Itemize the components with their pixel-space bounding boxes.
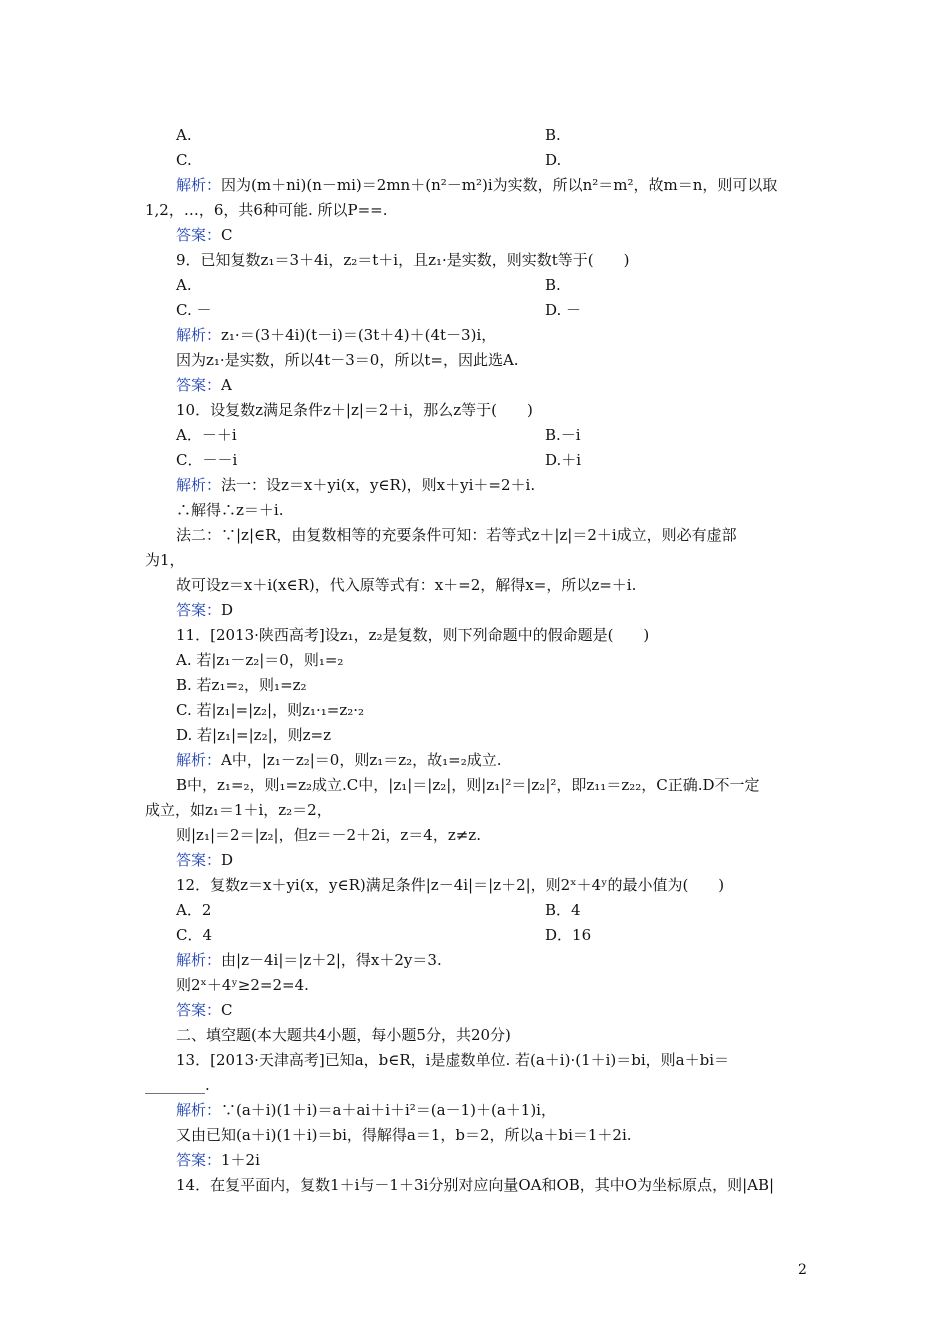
line-text: 9．已知复数z₁＝3＋4i，z₂＝t＋i，且z₁·是实数，则实数t等于( ) <box>176 251 630 269</box>
line-text: z₁·＝(3＋4i)(t－i)＝(3t＋4)＋(4t－3)i， <box>221 326 497 344</box>
answer-label: 答案： <box>176 376 222 394</box>
text-line <box>145 800 332 820</box>
answer-label: 答案： <box>176 226 222 244</box>
option-right: B.－i <box>545 426 581 444</box>
option-left: C. <box>176 151 192 169</box>
line-text: A中，|z₁－z₂|＝0，则z₁＝z₂，故₁=₂成立. <box>221 751 502 769</box>
answer-line <box>176 850 233 870</box>
line-text: 成立，如z₁＝1＋i，z₂＝2， <box>145 801 332 819</box>
line-text: 13．[2013·天津高考]已知a，b∈R，i是虚数单位. 若(a＋i)·(1＋i)＝bi，则a＋bi＝ <box>176 1051 730 1069</box>
analysis-line <box>176 475 535 495</box>
text-line <box>145 550 185 570</box>
line-text: A <box>221 376 232 394</box>
answer-line <box>176 225 233 245</box>
option-left: A. <box>176 276 192 294</box>
text-line <box>176 875 724 895</box>
answer-label: 答案： <box>176 601 222 619</box>
analysis-line <box>176 950 442 970</box>
analysis-label: 解析： <box>176 476 222 494</box>
text-line <box>176 350 519 370</box>
line-text: 1＋2i <box>221 1151 260 1169</box>
answer-label: 答案： <box>176 1151 222 1169</box>
option-left: C. － <box>176 301 212 319</box>
option-left: A. <box>176 126 192 144</box>
line-text: 11．[2013·陕西高考]设z₁，z₂是复数，则下列命题中的假命题是( ) <box>176 626 650 644</box>
analysis-label: 解析： <box>176 176 222 194</box>
line-text: ________. <box>145 1076 210 1094</box>
option-left: A．2 <box>176 901 212 919</box>
answer-line <box>176 375 232 395</box>
text-line <box>176 975 309 995</box>
option-right: D. － <box>545 301 582 319</box>
text-line <box>176 575 636 595</box>
answer-label: 答案： <box>176 1001 222 1019</box>
option-right: D. <box>545 151 562 169</box>
text-line <box>176 1025 511 1045</box>
text-line <box>145 1075 210 1095</box>
option-left: C．－－i <box>176 451 238 469</box>
text-line <box>176 650 343 670</box>
line-text: D <box>221 851 234 869</box>
analysis-line <box>176 750 502 770</box>
page-number: 2 <box>798 1262 807 1278</box>
text-line <box>176 250 630 270</box>
analysis-label: 解析： <box>176 326 222 344</box>
answer-line <box>176 600 233 620</box>
line-text: 因为(m＋ni)(n－mi)＝2mn＋(n²－m²)i为实数，所以n²＝m²，故m＝n，则可以取 <box>221 176 778 194</box>
line-text: 1,2，…，6，共6种可能. 所以P==. <box>145 201 388 219</box>
analysis-label: 解析： <box>176 751 222 769</box>
text-line <box>176 1175 774 1195</box>
line-text: A. 若|z₁－z₂|＝0，则₁=₂ <box>176 651 344 669</box>
text-line <box>145 200 387 220</box>
line-text: 10．设复数z满足条件z＋|z|＝2＋i，那么z等于( ) <box>176 401 533 419</box>
text-line <box>176 400 533 420</box>
text-line <box>176 725 331 745</box>
text-line <box>176 775 760 795</box>
line-text: 故可设z＝x＋i(x∈R)，代入原等式有：x＋=2，解得x=，所以z=＋i. <box>176 576 637 594</box>
answer-line <box>176 1000 233 1020</box>
text-line <box>176 675 307 695</box>
line-text: D <box>221 601 234 619</box>
line-text: 14．在复平面内，复数1＋i与－1＋3i分别对应向量OA和OB，其中O为坐标原点，则|AB| <box>176 1176 775 1194</box>
line-text: 12．复数z＝x＋yi(x，y∈R)满足条件|z－4i|＝|z＋2|，则2ˣ＋4ʸ的最小值为( ) <box>176 876 725 894</box>
line-text: C. 若|z₁|=|z₂|，则z₁·₁=z₂·₂ <box>176 701 365 719</box>
option-right: B. <box>545 126 561 144</box>
line-text: ∴解得∴z＝＋i. <box>176 501 284 519</box>
analysis-label: 解析： <box>176 1101 222 1119</box>
line-text: 二、填空题(本大题共4小题，每小题5分，共20分) <box>176 1026 511 1044</box>
analysis-line <box>176 175 777 195</box>
option-right: B. <box>545 276 561 294</box>
line-text: ∵(a＋i)(1＋i)＝a＋ai＋i＋i²＝(a－1)＋(a＋1)i， <box>221 1101 556 1119</box>
answer-label: 答案： <box>176 851 222 869</box>
text-line <box>176 1050 729 1070</box>
line-text: 又由已知(a＋i)(1＋i)＝bi，得解得a＝1，b＝2，所以a＋bi＝1＋2i. <box>176 1126 632 1144</box>
line-text: B. 若z₁=₂，则₁=z₂ <box>176 676 307 694</box>
analysis-line <box>176 325 496 345</box>
analysis-label: 解析： <box>176 951 222 969</box>
text-line <box>176 825 481 845</box>
option-left: C．4 <box>176 926 213 944</box>
option-right: B．4 <box>545 901 581 919</box>
line-text: 因为z₁·是实数，所以4t－3＝0，所以t=，因此选A. <box>176 351 519 369</box>
line-text: 法一：设z＝x＋yi(x，y∈R)，则x＋yi＋=2＋i. <box>221 476 536 494</box>
line-text: 法二：∵|z|∈R，由复数相等的充要条件可知：若等式z＋|z|＝2＋i成立，则必有虚部 <box>176 526 737 544</box>
answer-line <box>176 1150 260 1170</box>
text-line <box>176 500 283 520</box>
line-text: B中，z₁=₂，则₁=z₂成立.C中，|z₁|＝|z₂|，则|z₁|²＝|z₂|²，即z₁₁＝z₂₂，C正确.D不一定 <box>176 776 760 794</box>
text-line <box>176 1125 632 1145</box>
analysis-line <box>176 1100 556 1120</box>
line-text: 由|z－4i|＝|z＋2|，得x＋2y＝3. <box>221 951 442 969</box>
text-line <box>176 525 737 545</box>
line-text: C <box>221 1001 233 1019</box>
text-line <box>176 625 649 645</box>
text-line <box>176 700 364 720</box>
line-text: D. 若|z₁|=|z₂|，则z=z <box>176 726 332 744</box>
line-text: C <box>221 226 233 244</box>
option-left: A．－＋i <box>176 426 237 444</box>
line-text: 则2ˣ＋4ʸ≥2=2=4. <box>176 976 309 994</box>
line-text: 则|z₁|＝2＝|z₂|，但z＝－2＋2i，z＝4，z≠z. <box>176 826 481 844</box>
line-text: 为1， <box>145 551 185 569</box>
option-right: D．16 <box>545 926 592 944</box>
option-right: D.＋i <box>545 451 582 469</box>
